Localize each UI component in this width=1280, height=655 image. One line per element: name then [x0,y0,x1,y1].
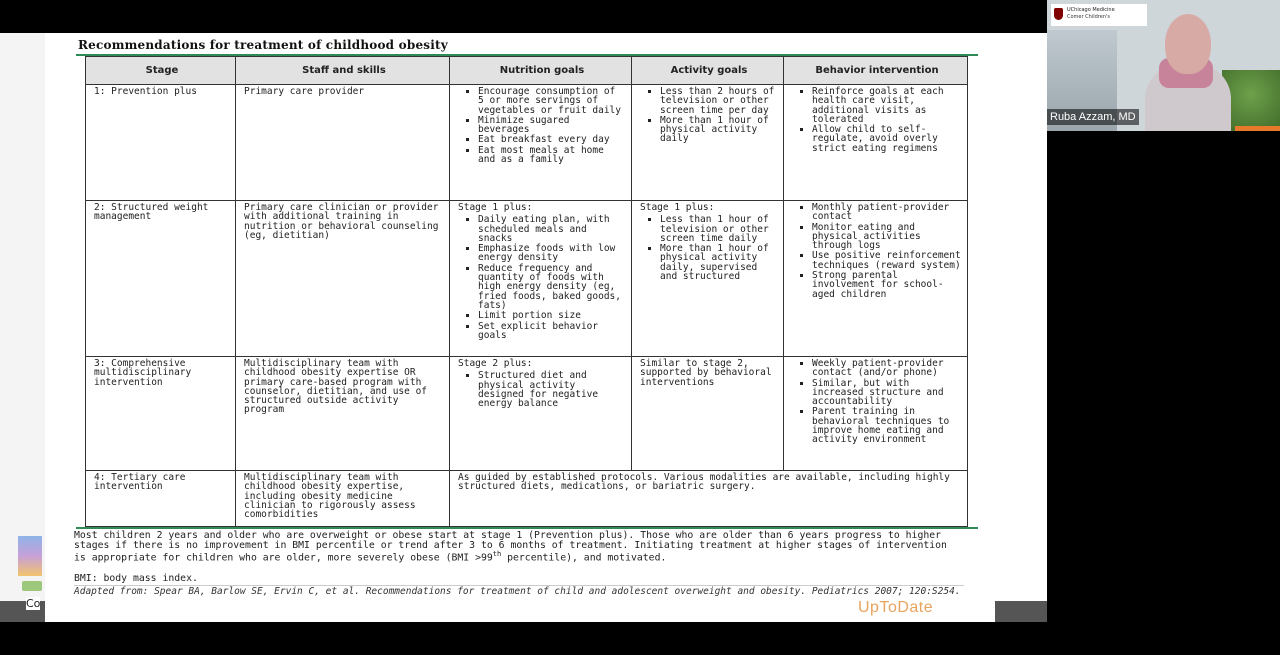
cell-stage: 4: Tertiary care intervention [86,471,236,527]
list-item: ▪ Parent training in behavioral techniques to improve home eating and activity environment [812,407,962,444]
header-activity: Activity goals [632,57,784,85]
logo-line-2: Comer Children's [1067,14,1110,20]
cell-behavior [784,201,968,357]
header-staff: Staff and skills [236,57,450,85]
bmi-note: BMI: body mass index. [74,573,198,584]
cell-nutrition [450,201,632,357]
cell-stage: 3: Comprehensive multidisciplinary intervention [86,357,236,471]
slide-title: Recommendations for treatment of childhood obesity [78,38,448,52]
cell-activity [632,85,784,201]
list-item: ▪ Reinforce goals at each health care visit, additional visits as tolerated [812,87,962,124]
adapted-from-citation: Adapted from: Spear BA, Barlow SE, Ervin C, et al. Recommendations for treatment of child and adolescent overweight and obesity. Pediatrics 2007; 120:S254. [74,586,961,597]
cell-behavior [784,357,968,471]
list-item: ▪ Monitor eating and physical activities through logs [812,223,962,251]
list-item: ▪ Allow child to self-regulate, avoid overly strict eating regimens [812,125,962,153]
left-partial-text: Co [26,597,41,610]
list-item: ▪ More than 1 hour of physical activity daily [660,116,778,144]
table-row [86,85,968,201]
left-logo-image [18,536,42,576]
cell-combined: As guided by established protocols. Various modalities are available, including highly structured diets, medications, or bariatric surgery. [450,471,968,527]
list-item: ▪ Less than 2 hours of television or other screen time per day [660,87,778,115]
table-row [86,471,968,527]
cell-intro: Stage 1 plus: [640,202,715,213]
bottom-right-bar [995,601,1047,622]
list-item: ▪ Reduce frequency and quantity of foods with high energy density (eg, fried foods, baked goods, fats) [478,264,626,310]
logo-line-1: UChicago Medicine [1067,7,1115,13]
cell-behavior [784,85,968,201]
list-item: ▪ Use positive reinforcement techniques (reward system) [812,251,962,270]
left-sidebar-strip [0,33,45,622]
table-bottom-divider [76,527,978,529]
footnote-end: percentile), and motivated. [501,552,667,564]
cell-staff: Primary care provider [236,85,450,201]
cell-nutrition [450,85,632,201]
list-item: ▪ Eat most meals at home and as a family [478,146,626,165]
video-orange-bar [1235,126,1280,131]
presentation-slide [0,33,1047,622]
participant-head [1165,14,1211,74]
footnote-superscript: th [492,550,502,559]
cell-staff: Multidisciplinary team with childhood obesity expertise, including obesity medicine clinician to rigorously assess comorbidities [236,471,450,527]
list-item: ▪ Minimize sugared beverages [478,116,626,135]
list-item: ▪ Less than 1 hour of television or other screen time daily [660,215,778,243]
uptodate-logo: UpToDate [858,599,934,616]
cell-stage: 2: Structured weight management [86,201,236,357]
cell-staff: Primary care clinician or provider with additional training in nutrition or behavioral counseling (eg, dietitian) [236,201,450,357]
footnote-text [74,531,964,563]
header-behavior: Behavior intervention [784,57,968,85]
cell-staff: Multidisciplinary team with childhood obesity expertise OR primary care-based program with counselor, dietitian, and use of structured outside activity program [236,357,450,471]
list-item: ▪ Structured diet and physical activity designed for negative energy balance [478,371,626,408]
cell-activity: Similar to stage 2, supported by behavioral interventions [632,357,784,471]
table-row [86,357,968,471]
cell-stage: 1: Prevention plus [86,85,236,201]
list-item: ▪ More than 1 hour of physical activity daily, supervised and structured [660,244,778,281]
cell-intro: Stage 1 plus: [458,202,533,213]
header-stage: Stage [86,57,236,85]
cell-intro: Stage 2 plus: [458,358,533,369]
list-item: ▪ Daily eating plan, with scheduled meals and snacks [478,215,626,243]
list-item: ▪ Weekly patient-provider contact (and/or phone) [812,359,962,378]
table-header-row [86,57,968,85]
cell-nutrition [450,357,632,471]
list-item: ▪ Set explicit behavior goals [478,322,626,341]
list-item: ▪ Monthly patient-provider contact [812,203,962,222]
cell-activity [632,201,784,357]
header-nutrition: Nutrition goals [450,57,632,85]
list-item: ▪ Encourage consumption of 5 or more servings of vegetables or fruit daily [478,87,626,115]
list-item: ▪ Similar, but with increased structure and accountability [812,379,962,407]
list-item: ▪ Emphasize foods with low energy density [478,244,626,263]
footnote-main: Most children 2 years and older who are overweight or obese start at stage 1 (Prevention plus). Those who are older than 6 years progress to higher stages if there is no improvement in BMI percentile or trend after 3 to 6 months of treatment. Initiating treatment at higher stages of intervention is appropriate for children who are older, more severely obese (BMI >99 [74,530,947,564]
participant-name-label: Ruba Azzam, MD [1047,109,1139,125]
shield-icon [1054,8,1063,20]
list-item: ▪ Eat breakfast every day [478,135,626,144]
list-item: ▪ Strong parental involvement for school-aged children [812,271,962,299]
left-logo-base [22,581,42,591]
participant-video-tile[interactable] [1047,0,1280,131]
table-row [86,201,968,357]
list-item: ▪ Limit portion size [478,311,626,320]
recommendations-table [85,56,968,527]
